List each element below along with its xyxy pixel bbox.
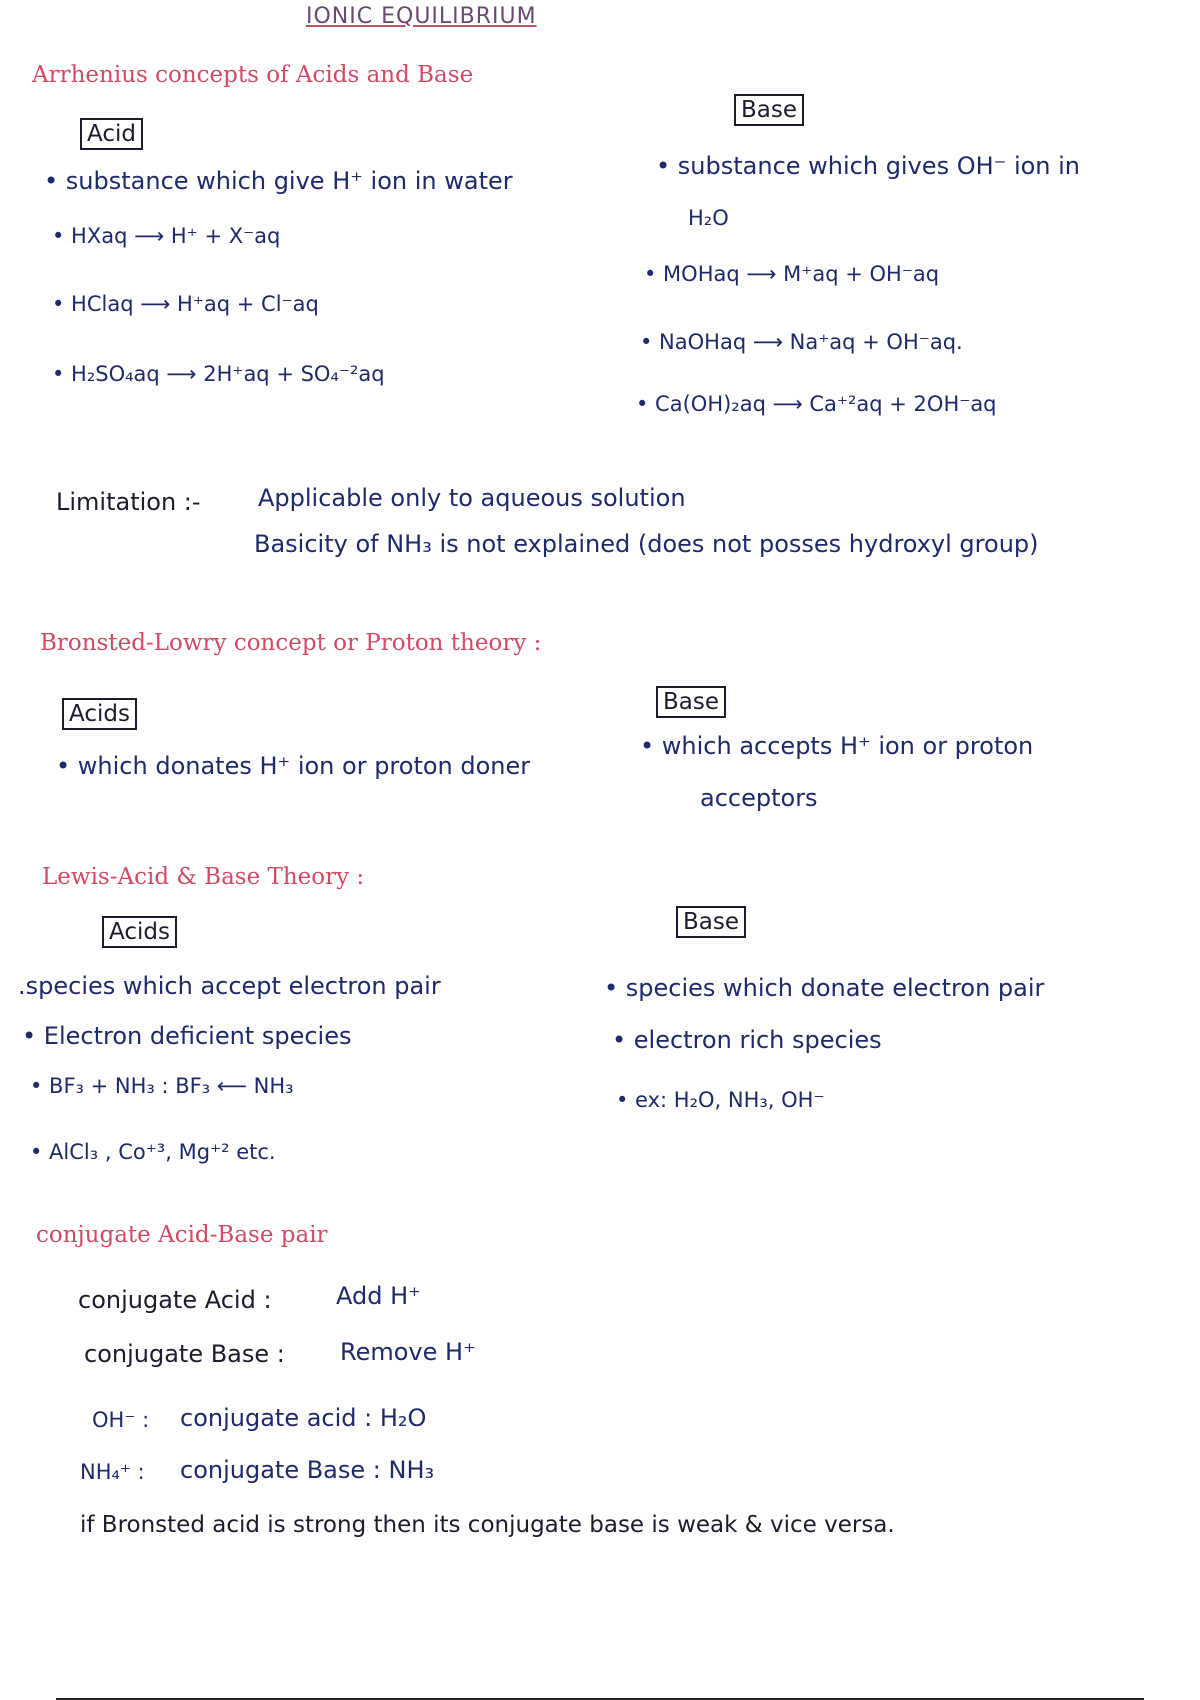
arrhenius-acid-equation: • H₂SO₄aq ⟶ 2H⁺aq + SO₄⁻²aq — [52, 362, 385, 386]
lewis-base-item: • species which donate electron pair — [604, 974, 1045, 1002]
conjugate-example-species: NH₄⁺ : — [80, 1460, 145, 1484]
lewis-base-label: Base — [676, 906, 746, 938]
limitation-line-1: Applicable only to aqueous solution — [258, 484, 686, 512]
page-title: IONIC EQUILIBRIUM — [306, 4, 537, 29]
limitation-line-2: Basicity of NH₃ is not explained (does not posses hydroxyl group) — [254, 530, 1039, 558]
conjugate-acid-rule-label: conjugate Acid : — [78, 1286, 272, 1314]
lewis-acid-item: • Electron deficient species — [22, 1022, 352, 1050]
bronsted-acid-label: Acids — [62, 698, 137, 730]
arrhenius-acid-equation: • HXaq ⟶ H⁺ + X⁻aq — [52, 224, 281, 248]
lewis-acid-item: .species which accept electron pair — [18, 972, 441, 1000]
arrhenius-base-equation: • NaOHaq ⟶ Na⁺aq + OH⁻aq. — [640, 330, 963, 354]
arrhenius-acid-definition: • substance which give H⁺ ion in water — [44, 167, 513, 195]
limitation-label: Limitation :- — [56, 488, 201, 516]
conjugate-statement: if Bronsted acid is strong then its conjugate base is weak & vice versa. — [80, 1512, 895, 1538]
bronsted-heading: Bronsted-Lowry concept or Proton theory : — [40, 630, 542, 656]
bronsted-base-definition-cont: acceptors — [700, 784, 818, 812]
arrhenius-base-equation: • MOHaq ⟶ M⁺aq + OH⁻aq — [644, 262, 940, 286]
conjugate-base-rule-label: conjugate Base : — [84, 1340, 285, 1368]
bronsted-acid-definition: • which donates H⁺ ion or proton doner — [56, 752, 531, 780]
bronsted-base-label: Base — [656, 686, 726, 718]
lewis-heading: Lewis-Acid & Base Theory : — [42, 864, 365, 890]
conjugate-example-pair: conjugate acid : H₂O — [180, 1404, 427, 1432]
conjugate-example-pair: conjugate Base : NH₃ — [180, 1456, 435, 1484]
lewis-acid-item: • BF₃ + NH₃ : BF₃ ⟵ NH₃ — [30, 1074, 294, 1098]
bronsted-base-definition: • which accepts H⁺ ion or proton — [640, 732, 1034, 760]
conjugate-base-rule-value: Remove H⁺ — [340, 1338, 476, 1366]
lewis-acid-item: • AlCl₃ , Co⁺³, Mg⁺² etc. — [30, 1140, 276, 1164]
arrhenius-base-definition: • substance which gives OH⁻ ion in — [656, 152, 1081, 180]
conjugate-acid-rule-value: Add H⁺ — [336, 1282, 421, 1310]
conjugate-heading: conjugate Acid-Base pair — [36, 1222, 328, 1248]
arrhenius-base-definition-cont: H₂O — [688, 206, 729, 230]
conjugate-example-species: OH⁻ : — [92, 1408, 150, 1432]
lewis-base-item: • ex: H₂O, NH₃, OH⁻ — [616, 1088, 825, 1112]
arrhenius-heading: Arrhenius concepts of Acids and Base — [32, 62, 474, 88]
lewis-acid-label: Acids — [102, 916, 177, 948]
lewis-base-item: • electron rich species — [612, 1026, 882, 1054]
arrhenius-base-equation: • Ca(OH)₂aq ⟶ Ca⁺²aq + 2OH⁻aq — [636, 392, 997, 416]
arrhenius-acid-label: Acid — [80, 118, 143, 150]
arrhenius-acid-equation: • HClaq ⟶ H⁺aq + Cl⁻aq — [52, 292, 319, 316]
arrhenius-base-label: Base — [734, 94, 804, 126]
